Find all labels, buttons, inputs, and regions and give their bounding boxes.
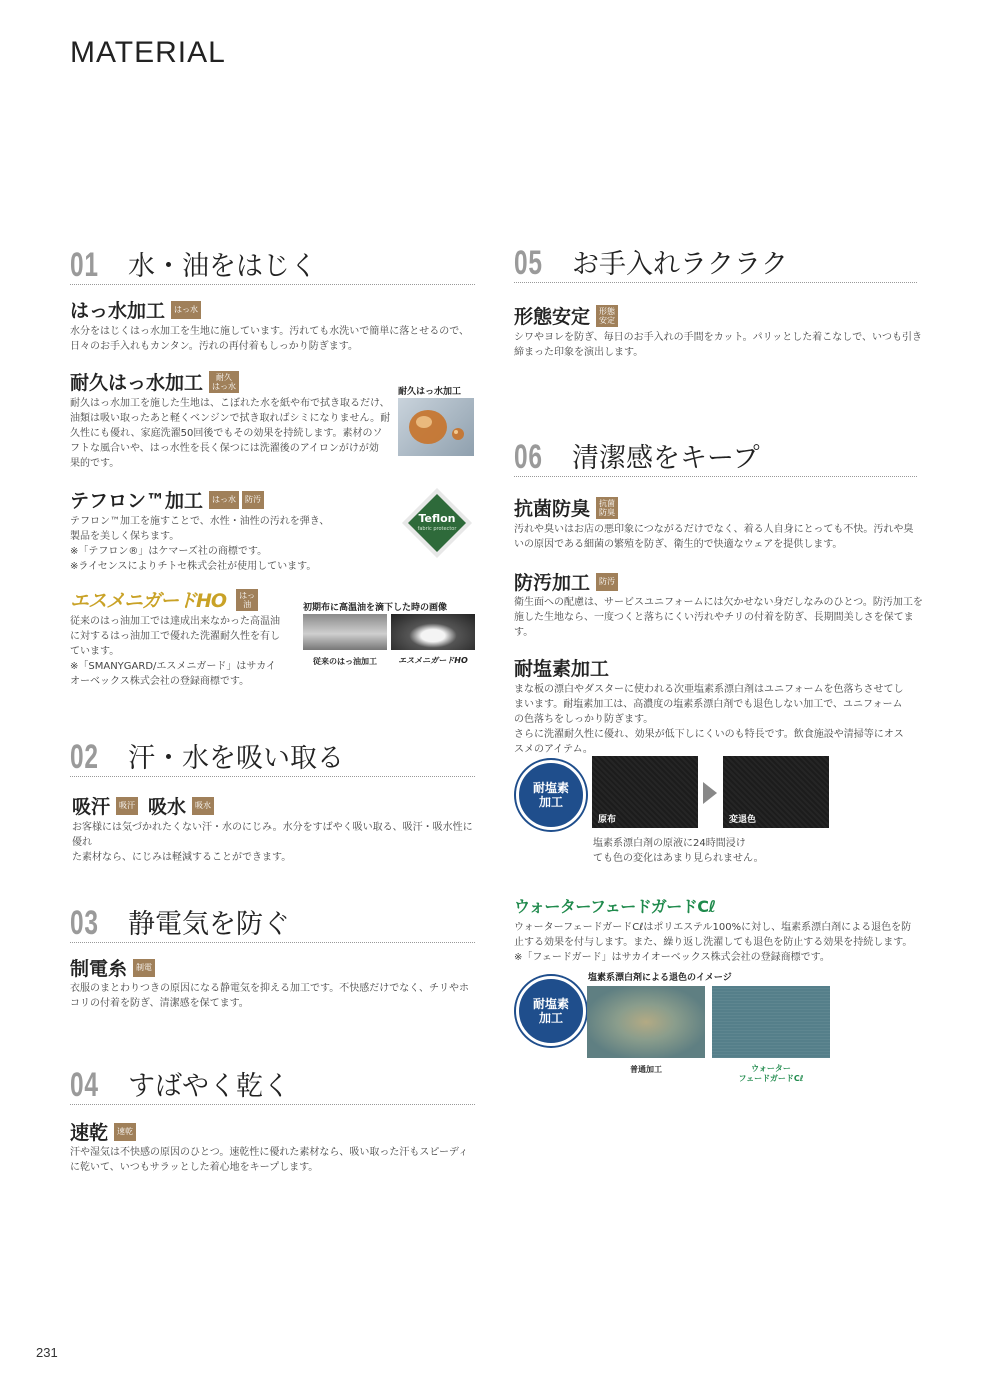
photo-label: 耐久はっ水加工: [398, 387, 462, 397]
normal-treatment-fabric-photo: [587, 986, 705, 1058]
subsection-antifouling: [514, 568, 618, 595]
subsection-title: 形態安定: [514, 306, 591, 328]
section-title: 清潔感をキープ: [572, 443, 760, 475]
feature-badge: はっ水: [209, 491, 239, 509]
body-text: シワやヨレを防ぎ、毎日のお手入れの手間をカット。パリッとした着こなしで、いつも引き 締まった印象を演出します。: [514, 332, 922, 358]
teflon-logo: [400, 486, 474, 560]
left-caption: 普通加工: [630, 1065, 662, 1074]
teflon-logo-subtext: fabric protector: [417, 526, 457, 532]
section-03-header: [70, 906, 475, 943]
subsection-sweat-absorb: [72, 792, 214, 819]
right-caption: ウォーター フェードガードCℓ: [738, 1064, 804, 1083]
fabric-caption: 塩素系漂白剤の原液に24時間浸け ても色の変化はあまり見られません。: [593, 838, 764, 864]
body-text: 従来のはっ油加工では達成出来なかった高温油 に対するはっ油加工で優れた洗濯耐久性を有し ています。 ※「SMANYGARD/エスメニガード」はサカイ オーベックス株式会社の登録商標です。: [70, 616, 280, 687]
section-01-header: [70, 248, 475, 285]
section-number: 04: [70, 1066, 99, 1104]
subsection-antistatic: [70, 954, 155, 981]
esmeniguard-oil-photo: [391, 614, 475, 650]
water-droplet-photo: [398, 398, 474, 456]
water-fadeguard-logo: ウォーターフェードガードCℓ: [514, 897, 716, 916]
body-text: お客様には気づかれたくない汗・水のにじみ。水分をすばやく吸い取る、吸汗・吸水性に優れ た素材なら、にじみは軽減することができます。: [72, 822, 473, 863]
body-text: 汗や湿気は不快感の原因のひとつ。速乾性に優れた素材なら、吸い取った汗もスピーディ に乾いて、いつもサラッとした着心地をキープします。: [70, 1147, 469, 1173]
subsection-teflon: [70, 486, 264, 513]
water-fadeguard-fabric-photo: [712, 986, 830, 1058]
section-title: すばやく乾く: [128, 1071, 290, 1103]
section-05-header: [514, 246, 917, 283]
left-caption: 従来のはっ油加工: [313, 657, 377, 666]
body-text: テフロン™加工を施すことで、水性・油性の汚れを弾き、 製品を美しく保ちます。 ※「テフロン®」はケマーズ社の商標です。 ※ライセンスによりチトセ株式会社が使用しています。: [70, 516, 330, 572]
right-caption: エスメニガードHO: [398, 656, 468, 665]
compare-title: 初期布に高温油を滴下した時の画像: [303, 603, 448, 613]
body-text: 汚れや臭いはお店の悪印象につながるだけでなく、着る人自身にとっても不快。汚れや臭 いの原因である細菌の繁殖を防ぎ、衛生的で快適なウェアを提供します。: [514, 524, 914, 550]
feature-badge: 吸汗: [116, 797, 138, 815]
subsection-title: テフロン™加工: [70, 490, 204, 512]
body-text: 衛生面への配慮は、サービスユニフォームには欠かせない身だしなみのひとつ。防汚加工を 施した生地なら、一度つくと落ちにくい汚れやチリの付着を防ぎ、長期間美しさを保てます。: [514, 597, 923, 638]
subsection-title: 制電糸: [70, 958, 128, 980]
subsection-title: 抗菌防臭: [514, 498, 591, 520]
feature-badge: 耐久 はっ水: [209, 371, 239, 393]
section-number: 02: [70, 738, 99, 776]
feature-badge: 速乾: [114, 1123, 136, 1141]
body-text: ウォーターフェードガードCℓはポリエステル100%に対し、塩素系漂白剤による退色を防 止する効果を付与します。また、繰り返し洗濯しても退色を防止する効果を持続します。 ※「フェードガード」はサカイオーベックス株式会社の登録商標です。: [514, 922, 913, 963]
section-title: 静電気を防ぐ: [128, 909, 290, 941]
section-title: 水・油をはじく: [128, 251, 317, 283]
subsection-title: 防汚加工: [514, 572, 591, 594]
subsection-quick-dry: [70, 1118, 136, 1145]
subsection-shape-stable: [514, 302, 618, 329]
original-fabric-label: 原布: [598, 815, 617, 825]
subsection-chlorine-resistant: [514, 654, 609, 681]
feature-badge: 吸水: [192, 797, 214, 815]
section-06-header: [514, 440, 917, 477]
section-title: 汗・水を吸い取る: [128, 743, 344, 775]
section-title: お手入れラクラク: [572, 249, 788, 281]
section-04-header: [70, 1068, 475, 1105]
page-number: 231: [36, 1345, 58, 1360]
section-number: 01: [70, 246, 99, 284]
teflon-logo-text: Teflon: [418, 512, 456, 525]
subsection-title: はっ水加工: [70, 300, 166, 322]
feature-badge: 防汚: [242, 491, 264, 509]
feature-badge: 形態 安定: [596, 305, 618, 327]
subsection-durable-water-repellent: [70, 368, 239, 395]
subsection-title: 吸汗: [72, 796, 111, 818]
feature-badge: はっ 油: [236, 589, 258, 611]
subsection-esmeniguard: [70, 586, 258, 613]
body-text: まな板の漂白やダスターに使われる次亜塩素系漂白剤はユニフォームを色落ちさせてし まいます。耐塩素加工は、高濃度の塩素系漂白剤でも退色しない加工で、ユニフォーム の色落ちをしっかり防ぎます。 さらに洗濯耐久性に優れ、効果が低下しにくいのも特長です。飲食施設や清掃等にオス スメのアイテム。: [514, 684, 904, 755]
page-title: MATERIAL: [70, 36, 226, 69]
esmeniguard-logo: エスメニガードHO: [70, 590, 227, 612]
feature-badge: はっ水: [171, 301, 201, 319]
chlorine-resistant-badge: 耐塩素 加工: [516, 976, 586, 1046]
arrow-right-icon: [703, 782, 717, 804]
feature-badge: 制電: [133, 959, 155, 977]
section-number: 06: [514, 438, 543, 476]
subsection-title: 耐塩素加工: [514, 658, 610, 680]
feature-badge: 抗菌 防臭: [596, 497, 618, 519]
conventional-oil-photo: [303, 614, 387, 650]
after-fabric-label: 変退色: [729, 815, 757, 825]
subsection-title: 耐久はっ水加工: [70, 372, 204, 394]
subsection-antibacterial: [514, 494, 618, 521]
water-droplet-illustration: [398, 398, 474, 456]
body-text: 耐久はっ水加工を施した生地は、こぼれた水を紙や布で拭き取るだけ、 油類は吸い取ったあと軽くベンジンで拭き取ればシミになりません。耐 久性にも優れ、家庭洗濯50回後でもその効果を持続します。素材のソ フトな風合いや、はっ水性を長く保つには洗濯後のアイロンがけが効 果的です。: [70, 398, 391, 469]
subsection-title: 速乾: [70, 1122, 109, 1144]
feature-badge: 防汚: [596, 573, 618, 591]
section-02-header: [70, 740, 475, 777]
chlorine-resistant-badge: 耐塩素 加工: [516, 760, 586, 830]
subsection-water-repellent: [70, 296, 201, 323]
body-text: 水分をはじくはっ水加工を生地に施しています。汚れても水洗いで簡単に落とせるので、 日々のお手入れもカンタン。汚れの再付着もしっかり防ぎます。: [70, 326, 469, 352]
subsection-title: 吸水: [148, 796, 187, 818]
section-number: 05: [514, 244, 543, 282]
compare-title: 塩素系漂白剤による退色のイメージ: [588, 973, 732, 983]
section-number: 03: [70, 904, 99, 942]
body-text: 衣服のまとわりつきの原因になる静電気を抑える加工です。不快感だけでなく、チリやホ コリの付着を防ぎ、清潔感を保てます。: [70, 983, 469, 1009]
